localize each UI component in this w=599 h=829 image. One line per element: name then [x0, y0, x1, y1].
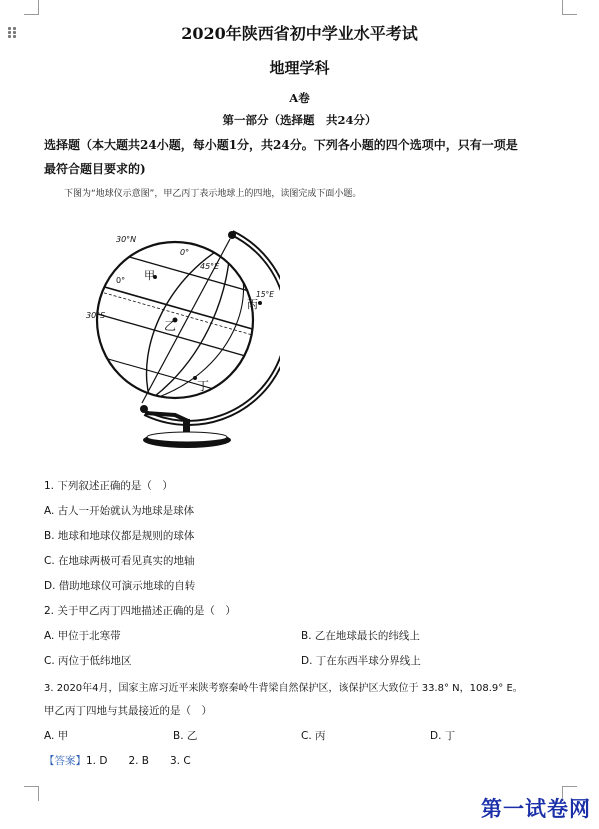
question-3-option-d: D. 丁 — [430, 730, 456, 742]
instruction-line-2: 最符合题目要求的) — [44, 162, 146, 176]
label-30s: 30°S — [86, 311, 106, 320]
question-3-stem-line-1: 3. 2020年4月，国家主席习近平来陕考察秦岭牛背梁自然保护区，该保护区大致位于 33.8° N，108.9° E。 — [44, 683, 523, 694]
label-bing: 丙 — [247, 298, 258, 311]
subject-title: 地理学科 — [269, 59, 330, 77]
label-jia: 甲 — [144, 269, 155, 282]
label-15e: 15°E — [256, 290, 275, 299]
question-2-stem: 2. 关于甲乙丙丁四地描述正确的是（ ） — [44, 605, 236, 617]
figure-intro: 下图为“地球仪示意图”，甲乙丙丁表示地球上的四地，读图完成下面小题。 — [64, 189, 362, 199]
label-yi: 乙 — [164, 319, 177, 333]
label-0-mid: 0° — [180, 248, 190, 257]
question-2-option-a: A. 甲位于北寒带 — [44, 630, 121, 642]
question-2-option-b: B. 乙在地球最长的纬线上 — [301, 630, 420, 642]
globe-figure — [80, 225, 280, 455]
answer-line — [44, 753, 191, 768]
label-ding: 丁 — [197, 379, 210, 393]
question-3-option-b: B. 乙 — [173, 730, 198, 742]
crop-mark-top-right — [562, 0, 577, 15]
question-1-option-b: B. 地球和地球仪都是规则的球体 — [44, 530, 195, 542]
question-1-option-d: D. 借助地球仪可演示地球的自转 — [44, 580, 196, 592]
question-1-option-c: C. 在地球两极可看见真实的地轴 — [44, 555, 195, 567]
answer-label: 【答案】 — [44, 755, 86, 767]
watermark-logo: 第一试卷网 — [481, 797, 591, 821]
instruction-line-1: 选择题（本大题共24小题，每小题1分，共24分。下列各小题的四个选项中，只有一项是 — [44, 138, 518, 152]
part-heading: 第一部分（选择题 共24分） — [222, 113, 377, 127]
question-3-option-c: C. 丙 — [301, 730, 326, 742]
answer-text: 1. D 2. B 3. C — [86, 755, 191, 767]
crop-mark-top-left — [24, 0, 39, 15]
label-30n: 30°N — [116, 235, 137, 244]
question-2-option-d: D. 丁在东西半球分界线上 — [301, 655, 421, 667]
volume-label: A卷 — [289, 91, 310, 105]
question-1-stem: 1. 下列叙述正确的是（ ） — [44, 480, 173, 492]
exam-title: 2020年陕西省初中学业水平考试 — [181, 24, 418, 43]
crop-mark-bottom-left — [24, 786, 39, 801]
globe-stand-pole — [183, 419, 190, 433]
parallel-30s — [80, 309, 270, 363]
question-3-stem-line-2: 甲乙丙丁四地与其最接近的是（ ） — [44, 705, 212, 717]
question-2-option-c: C. 丙位于低纬地区 — [44, 655, 132, 667]
label-45e: 45°E — [200, 262, 220, 271]
label-0-top: 0° — [116, 276, 126, 285]
question-1-option-a: A. 古人一开始就认为地球是球体 — [44, 505, 195, 517]
question-3-option-a: A. 甲 — [44, 730, 69, 742]
